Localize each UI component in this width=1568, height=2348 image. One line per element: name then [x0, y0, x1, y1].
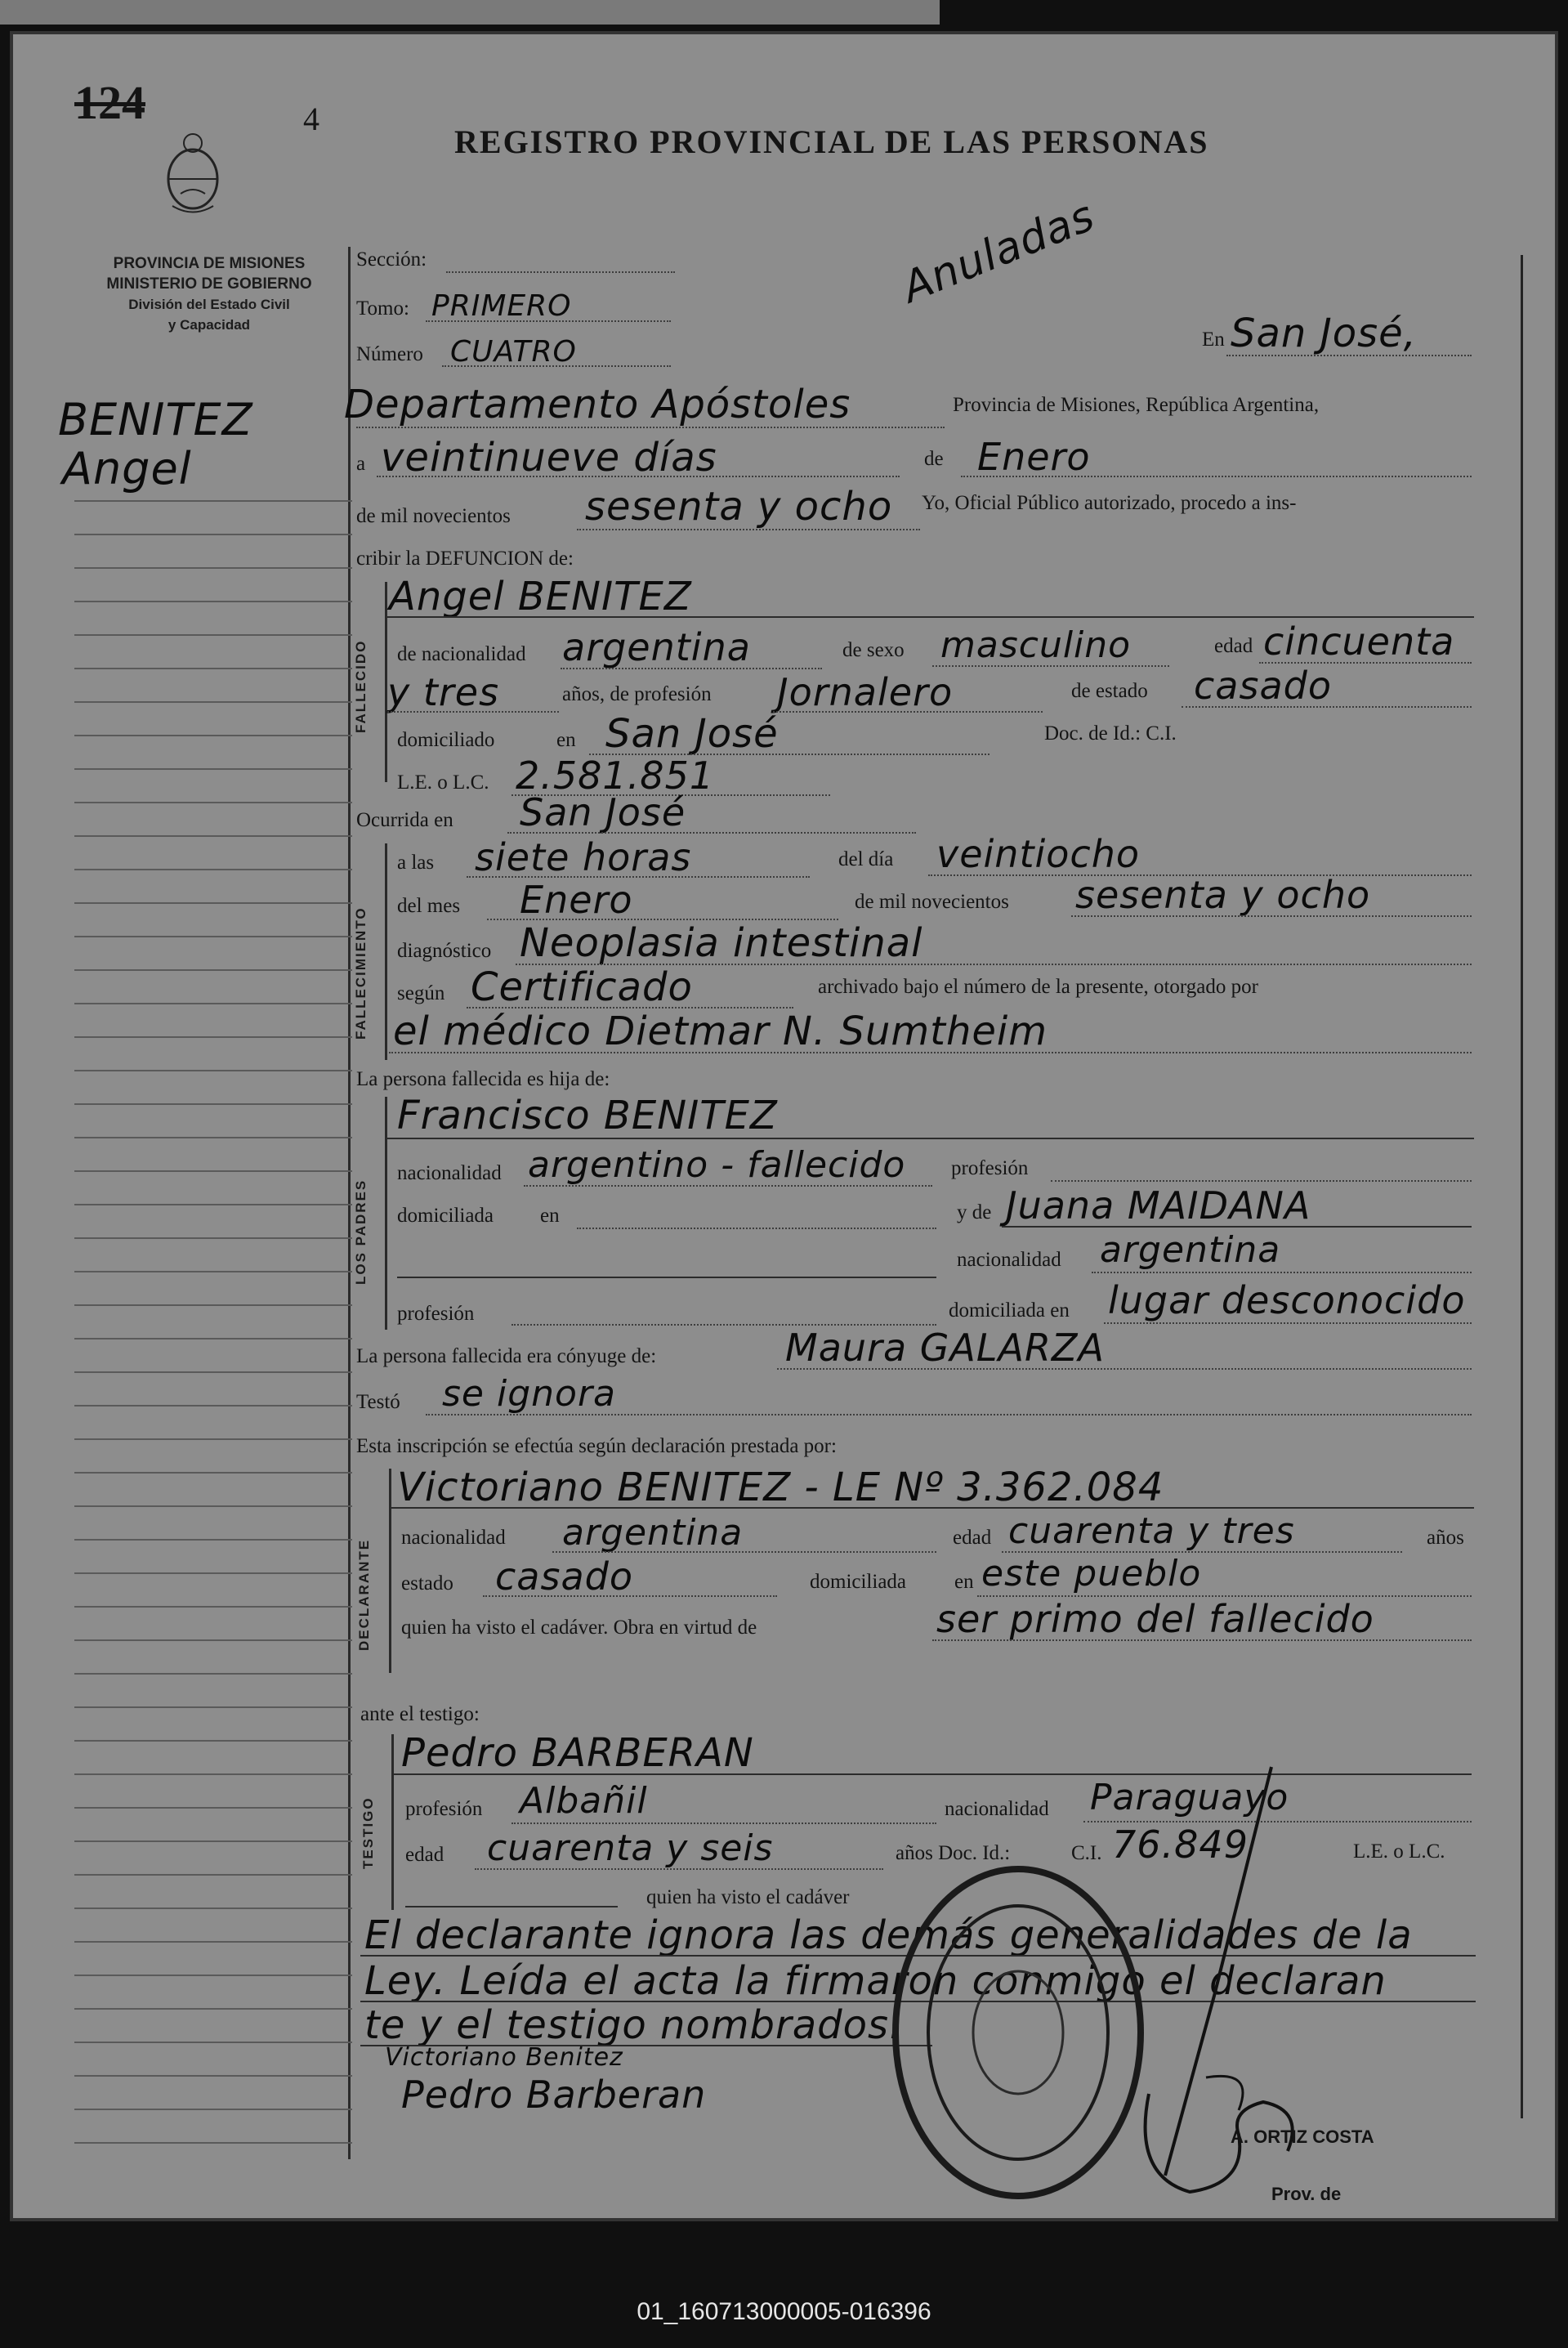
month-value: Enero	[977, 435, 1091, 479]
declarante-signature: Victoriano Benitez	[385, 2043, 623, 2072]
declarante-obra-line	[932, 1639, 1472, 1641]
margin-ruled-line	[74, 1003, 352, 1004]
margin-ruled-line	[74, 668, 352, 669]
margin-ruled-line	[74, 2142, 352, 2144]
numero-line	[442, 365, 671, 367]
month-line	[961, 476, 1472, 477]
old-number: 124	[74, 76, 145, 129]
margin-ruled-line	[74, 1874, 352, 1876]
page-title: REGISTRO PROVINCIAL DE LAS PERSONAS	[454, 123, 1209, 160]
closing-line-1: El declarante ignora las demás generalidades de la	[364, 1912, 1413, 1958]
margin-ruled-line	[74, 2042, 352, 2043]
conyuge-line	[777, 1368, 1472, 1370]
image-code-caption: 01_160713000005-016396	[637, 2298, 931, 2325]
padre-profesion-line	[1051, 1180, 1472, 1182]
le-label: L.E. o L.C.	[397, 771, 489, 794]
declarante-edad: cuarenta y tres	[1008, 1510, 1295, 1552]
official-seal-icon	[879, 1853, 1157, 2212]
declarante-nacionalidad: argentina	[562, 1512, 744, 1554]
numero-label: Número	[356, 343, 423, 365]
madre-nombre: Juana MAIDANA	[1006, 1183, 1311, 1228]
fallecido-estado: casado	[1194, 664, 1332, 708]
declaracion-text: Esta inscripción se efectúa según declaración prestada por:	[356, 1435, 837, 1457]
testigo-bracket	[391, 1734, 394, 1910]
seccion-line	[446, 271, 675, 273]
right-border-rule	[1521, 255, 1523, 2118]
declarante-obra-text: quien ha visto el cadáver. Obra en virtud de	[401, 1617, 757, 1639]
fallecimiento-mes: Enero	[520, 878, 633, 922]
margin-ruled-line	[74, 1371, 352, 1373]
fallecido-profesion: Jornalero	[777, 670, 954, 714]
testigo-blank-line	[405, 1906, 618, 1907]
official-signature-icon	[1116, 1751, 1329, 2225]
margin-ruled-line	[74, 1606, 352, 1608]
a-label: a	[356, 453, 366, 475]
sexo-line	[932, 665, 1169, 667]
del-dia-label: del día	[838, 848, 894, 870]
testigo-documento: 76.849	[1112, 1822, 1249, 1867]
lugar-line	[507, 832, 916, 834]
declarante-nacionalidad-line	[552, 1551, 936, 1553]
departamento-line	[356, 427, 945, 428]
profesion-label: años, de profesión	[562, 683, 712, 705]
testigo-visto-text: quien ha visto el cadáver	[646, 1886, 850, 1908]
en-label: En	[1202, 329, 1225, 351]
declarante-en-label: en	[954, 1571, 974, 1593]
margin-ruled-line	[74, 835, 352, 837]
archivado-text: archivado bajo el número de la presente, otorgado por	[818, 976, 1258, 998]
institution-block	[66, 253, 352, 335]
fallecimiento-dia: veintiocho	[936, 832, 1141, 876]
margin-ruled-line	[74, 1907, 352, 1909]
margin-ruled-line	[74, 1673, 352, 1675]
declarante-estado-label: estado	[401, 1572, 453, 1594]
fallecido-section-label: FALLECIDO	[353, 639, 369, 733]
fallecido-domicilio: San José	[605, 711, 779, 757]
tomo-value: PRIMERO	[431, 289, 572, 323]
margin-ruled-line	[74, 567, 352, 569]
facing-page-edge	[0, 0, 940, 25]
domiciliado-en-label: en	[556, 729, 576, 751]
padre-domicilio-line	[577, 1228, 936, 1229]
padre-en-label: en	[540, 1205, 560, 1227]
margin-ruled-line	[74, 1773, 352, 1775]
margin-ruled-line	[74, 1103, 352, 1105]
padre-blank-line	[397, 1277, 936, 1278]
departamento-value: Departamento Apóstoles	[344, 382, 851, 427]
year-prefix: de mil novecientos	[356, 505, 511, 527]
madre-line	[1002, 1226, 1472, 1228]
padre-nacionalidad: argentino - fallecido	[528, 1144, 906, 1186]
margin-ruled-line	[74, 500, 352, 502]
margin-ruled-line	[74, 1271, 352, 1272]
testigo-anos-doc-label: años Doc. Id.:	[896, 1842, 1011, 1864]
coat-of-arms-icon	[156, 128, 230, 218]
margin-ruled-line	[74, 2109, 352, 2110]
margin-ruled-line	[74, 1170, 352, 1172]
ante-testigo-label: ante el testigo:	[360, 1703, 480, 1725]
madre-domicilio: lugar desconocido	[1108, 1278, 1466, 1322]
margin-ruled-line	[74, 2075, 352, 2077]
anio-line	[1071, 915, 1472, 917]
margin-ruled-line	[74, 869, 352, 870]
sexo-label: de sexo	[842, 639, 905, 661]
margin-ruled-line	[74, 1505, 352, 1507]
fallecido-nacionalidad: argentina	[562, 625, 751, 669]
margin-ruled-line	[74, 1304, 352, 1306]
margin-ruled-line	[74, 902, 352, 904]
fallecimiento-bracket	[385, 843, 387, 1060]
edad-cont-line	[387, 711, 559, 713]
testigo-edad-line	[475, 1868, 883, 1870]
fallecimiento-lugar: San José	[520, 790, 686, 834]
margin-ruled-line	[74, 1539, 352, 1541]
fallecido-name: Angel BENITEZ	[389, 574, 692, 619]
margin-ruled-line	[74, 1706, 352, 1708]
inscribe-text: cribir la DEFUNCION de:	[356, 548, 574, 570]
declarante-estado-line	[483, 1595, 777, 1597]
fallecimiento-medico: el médico Dietmar N. Sumtheim	[393, 1009, 1048, 1054]
closing-line-3: te y el testigo nombrados.	[364, 2002, 903, 2048]
padres-intro: La persona fallecida es hija de:	[356, 1068, 610, 1090]
fallecimiento-hora: siete horas	[475, 835, 692, 879]
testigo-nacionalidad-label: nacionalidad	[945, 1798, 1049, 1820]
margin-ruled-line	[74, 1941, 352, 1943]
seccion-label: Sección:	[356, 248, 427, 271]
padres-section-label: LOS PADRES	[353, 1178, 369, 1285]
margin-ruled-line	[74, 1639, 352, 1641]
estado-line	[1182, 706, 1472, 708]
testigo-nombre: Pedro BARBERAN	[401, 1730, 754, 1776]
anio-label: de mil novecientos	[855, 891, 1009, 913]
tomo-line	[426, 320, 671, 322]
madre-domicilio-line	[1104, 1322, 1472, 1324]
declarante-section-label: DECLARANTE	[356, 1538, 372, 1651]
margin-given-name: Angel	[62, 443, 192, 494]
madre-domiciliada-label: domiciliada en	[949, 1299, 1070, 1322]
margin-ruled-line	[74, 1438, 352, 1440]
nacionalidad-line	[561, 668, 822, 669]
testo-value: se ignora	[442, 1373, 616, 1415]
hora-line	[467, 876, 810, 878]
declarante-nombre-line	[391, 1507, 1474, 1509]
padre-nombre: Francisco BENITEZ	[397, 1093, 778, 1138]
madre-nacionalidad: argentina	[1100, 1229, 1281, 1271]
fallecimiento-segun: Certificado	[471, 964, 693, 1010]
diagnostico-label: diagnóstico	[397, 940, 492, 962]
year-value: sesenta y ocho	[585, 484, 893, 530]
declarante-obra: ser primo del fallecido	[936, 1597, 1374, 1641]
y-de-label: y de	[957, 1201, 992, 1223]
declarante-estado: casado	[495, 1554, 633, 1599]
testigo-section-label: TESTIGO	[360, 1796, 376, 1869]
segun-label: según	[397, 982, 445, 1004]
padre-profesion-label: profesión	[951, 1157, 1029, 1179]
fallecimiento-diagnostico: Neoplasia intestinal	[520, 920, 923, 966]
institution-line: PROVINCIA DE MISIONES	[113, 255, 306, 272]
margin-ruled-line	[74, 1237, 352, 1239]
madre-nacionalidad-label: nacionalidad	[957, 1249, 1061, 1271]
conyuge-label: La persona fallecida era cónyuge de:	[356, 1345, 657, 1367]
margin-ruled-line	[74, 534, 352, 535]
testigo-profesion: Albañil	[520, 1780, 648, 1822]
declarante-anos-label: años	[1427, 1527, 1464, 1549]
testigo-signature: Pedro Barberan	[401, 2073, 707, 2117]
declarante-edad-label: edad	[953, 1527, 992, 1549]
profesion-line	[773, 711, 1043, 713]
madre-nacionalidad-line	[1092, 1272, 1472, 1273]
doc-label: Doc. de Id.: C.I.	[1044, 722, 1177, 745]
declarante-nombre: Victoriano BENITEZ - LE Nº 3.362.084	[397, 1465, 1164, 1510]
institution-line: División del Estado Civil	[128, 297, 290, 312]
numero-value: CUATRO	[450, 335, 577, 369]
margin-ruled-line	[74, 969, 352, 971]
place-value: San José,	[1231, 311, 1417, 356]
fallecido-name-line	[387, 616, 1474, 618]
folio-number: 4	[303, 101, 319, 137]
margin-ruled-line	[74, 1840, 352, 1842]
day-line	[377, 476, 900, 477]
padre-profesion2-label: profesión	[397, 1303, 475, 1325]
de-label: de	[924, 448, 944, 470]
margin-ruled-line	[74, 1472, 352, 1474]
fallecido-documento: 2.581.851	[516, 754, 715, 798]
margin-ruled-line	[74, 1070, 352, 1071]
domiciliado-label: domiciliado	[397, 729, 495, 751]
day-value: veintinueve días	[381, 435, 717, 481]
official-name-stamp: A. ORTIZ COSTA	[1231, 2127, 1374, 2147]
declarante-domicilio: este pueblo	[981, 1553, 1202, 1594]
margin-ruled-line	[74, 1137, 352, 1138]
institution-line: y Capacidad	[168, 317, 251, 333]
padre-nacionalidad-line	[524, 1185, 932, 1187]
officer-text: Yo, Oficial Público autorizado, procedo a ins-	[922, 492, 1297, 514]
testigo-edad-label: edad	[405, 1844, 444, 1866]
testo-line	[426, 1414, 1472, 1416]
margin-ruled-line	[74, 1740, 352, 1742]
margin-ruled-line	[74, 1975, 352, 1976]
declarante-bracket	[389, 1469, 391, 1673]
margin-ruled-line	[74, 1572, 352, 1574]
testigo-nacionalidad: Paraguayo	[1090, 1777, 1289, 1818]
margin-ruled-line	[74, 1036, 352, 1038]
margin-ruled-line	[74, 2008, 352, 2010]
margin-surname: BENITEZ	[58, 394, 253, 445]
fallecimiento-anio: sesenta y ocho	[1075, 873, 1371, 917]
a-las-label: a las	[397, 852, 435, 874]
margin-ruled-line	[74, 802, 352, 803]
margin-ruled-line	[74, 936, 352, 937]
margin-ruled-line	[74, 1204, 352, 1205]
margin-ruled-line	[74, 1405, 352, 1407]
margin-ruled-line	[74, 768, 352, 770]
nacionalidad-label: de nacionalidad	[397, 643, 526, 665]
margin-ruled-line	[74, 1338, 352, 1339]
fallecido-edad: cincuenta	[1263, 619, 1455, 664]
declarante-nacionalidad-label: nacionalidad	[401, 1527, 506, 1549]
padre-nacionalidad-label: nacionalidad	[397, 1162, 502, 1184]
padre-line	[387, 1138, 1474, 1139]
testigo-edad: cuarenta y seis	[487, 1827, 774, 1869]
document-page	[10, 31, 1558, 2221]
province-text: Provincia de Misiones, República Argentina,	[953, 394, 1320, 416]
year-line	[577, 529, 920, 530]
margin-ruled-line	[74, 601, 352, 602]
del-mes-label: del mes	[397, 895, 461, 917]
testigo-ci-label: C.I.	[1071, 1842, 1102, 1864]
fallecido-sexo: masculino	[940, 624, 1132, 666]
declarante-domiciliada-label: domiciliada	[810, 1571, 907, 1593]
fallecido-edad-cont: y tres	[387, 670, 500, 714]
fallecimiento-section-label: FALLECIMIENTO	[353, 906, 369, 1040]
padres-bracket	[385, 1097, 387, 1330]
official-sub-stamp: Prov. de	[1271, 2184, 1342, 2204]
closing-line-2: Ley. Leída el acta la firmaron conmigo el declaran	[364, 1958, 1387, 2004]
institution-line: MINISTERIO DE GOBIERNO	[106, 275, 312, 293]
testigo-profesion-line	[511, 1822, 936, 1824]
margin-ruled-line	[74, 634, 352, 636]
margin-ruled-line	[74, 735, 352, 736]
padre-domiciliada-label: domiciliada	[397, 1205, 494, 1227]
edad-label: edad	[1214, 635, 1253, 657]
conyuge-nombre: Maura GALARZA	[785, 1326, 1105, 1370]
testigo-le-label: L.E. o L.C.	[1353, 1840, 1445, 1863]
annulled-stamp: Anuladas	[896, 191, 1102, 313]
margin-ruled-line	[74, 1807, 352, 1809]
testigo-profesion-label: profesión	[405, 1798, 483, 1820]
ocurrida-label: Ocurrida en	[356, 809, 453, 831]
medico-line	[389, 1052, 1472, 1053]
place-line	[1226, 355, 1472, 356]
tomo-label: Tomo:	[356, 297, 409, 320]
testo-label: Testó	[356, 1391, 400, 1413]
estado-label: de estado	[1071, 680, 1148, 702]
margin-ruled-line	[74, 701, 352, 703]
